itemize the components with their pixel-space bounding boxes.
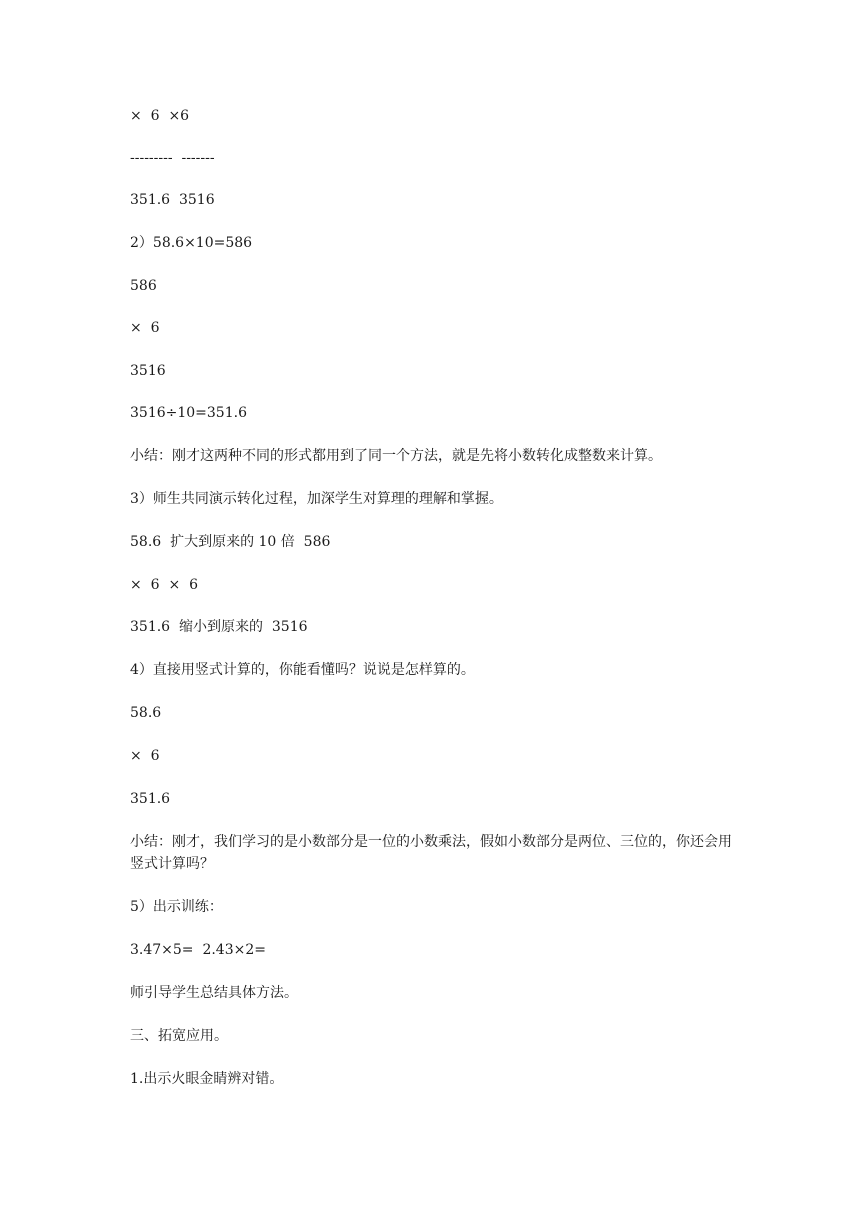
summary-paragraph-2: 小结：刚才，我们学习的是小数部分是一位的小数乘法，假如小数部分是两位、三位的，你还会用竖式计算吗？ bbox=[130, 834, 732, 872]
direct-calc-result: 351.6 bbox=[130, 791, 171, 807]
step-4-paragraph: 4）直接用竖式计算的，你能看懂吗？说说是怎样算的。 bbox=[130, 662, 475, 678]
summary-paragraph-1: 小结：刚才这两种不同的形式都用到了同一个方法，就是先将小数转化成整数来计算。 bbox=[130, 448, 662, 464]
step-5-heading: 5）出示训练： bbox=[130, 899, 223, 915]
vertical-calc-result-row: 351.6 3516 bbox=[130, 192, 215, 208]
direct-calc-top-number: 58.6 bbox=[130, 705, 162, 721]
item-1-heading: 1.出示火眼金睛辨对错。 bbox=[130, 1071, 284, 1087]
vertical-calc-divider: --------- ------- bbox=[130, 150, 215, 166]
vertical-calc-multiplier: × 6 bbox=[130, 320, 160, 336]
vertical-calc-top-number: 586 bbox=[130, 278, 157, 294]
section-3-heading: 三、拓宽应用。 bbox=[130, 1028, 228, 1044]
division-equation: 3516÷10=351.6 bbox=[130, 405, 247, 421]
teacher-guidance: 师引导学生总结具体方法。 bbox=[130, 985, 298, 1001]
transform-row-multiplier: × 6 × 6 bbox=[130, 577, 198, 593]
step-3-paragraph: 3）师生共同演示转化过程，加深学生对算理的理解和掌握。 bbox=[130, 491, 503, 507]
direct-calc-multiplier: × 6 bbox=[130, 748, 160, 764]
transform-row-shrink: 351.6 缩小到原来的 3516 bbox=[130, 619, 308, 635]
practice-problems: 3.47×5= 2.43×2= bbox=[130, 942, 266, 958]
transform-row-expand: 58.6 扩大到原来的 10 倍 586 bbox=[130, 534, 331, 550]
vertical-calc-product: 3516 bbox=[130, 363, 166, 379]
step-2-equation: 2）58.6×10=586 bbox=[130, 235, 253, 251]
vertical-calc-multiplier-row: × 6 ×6 bbox=[130, 108, 190, 124]
